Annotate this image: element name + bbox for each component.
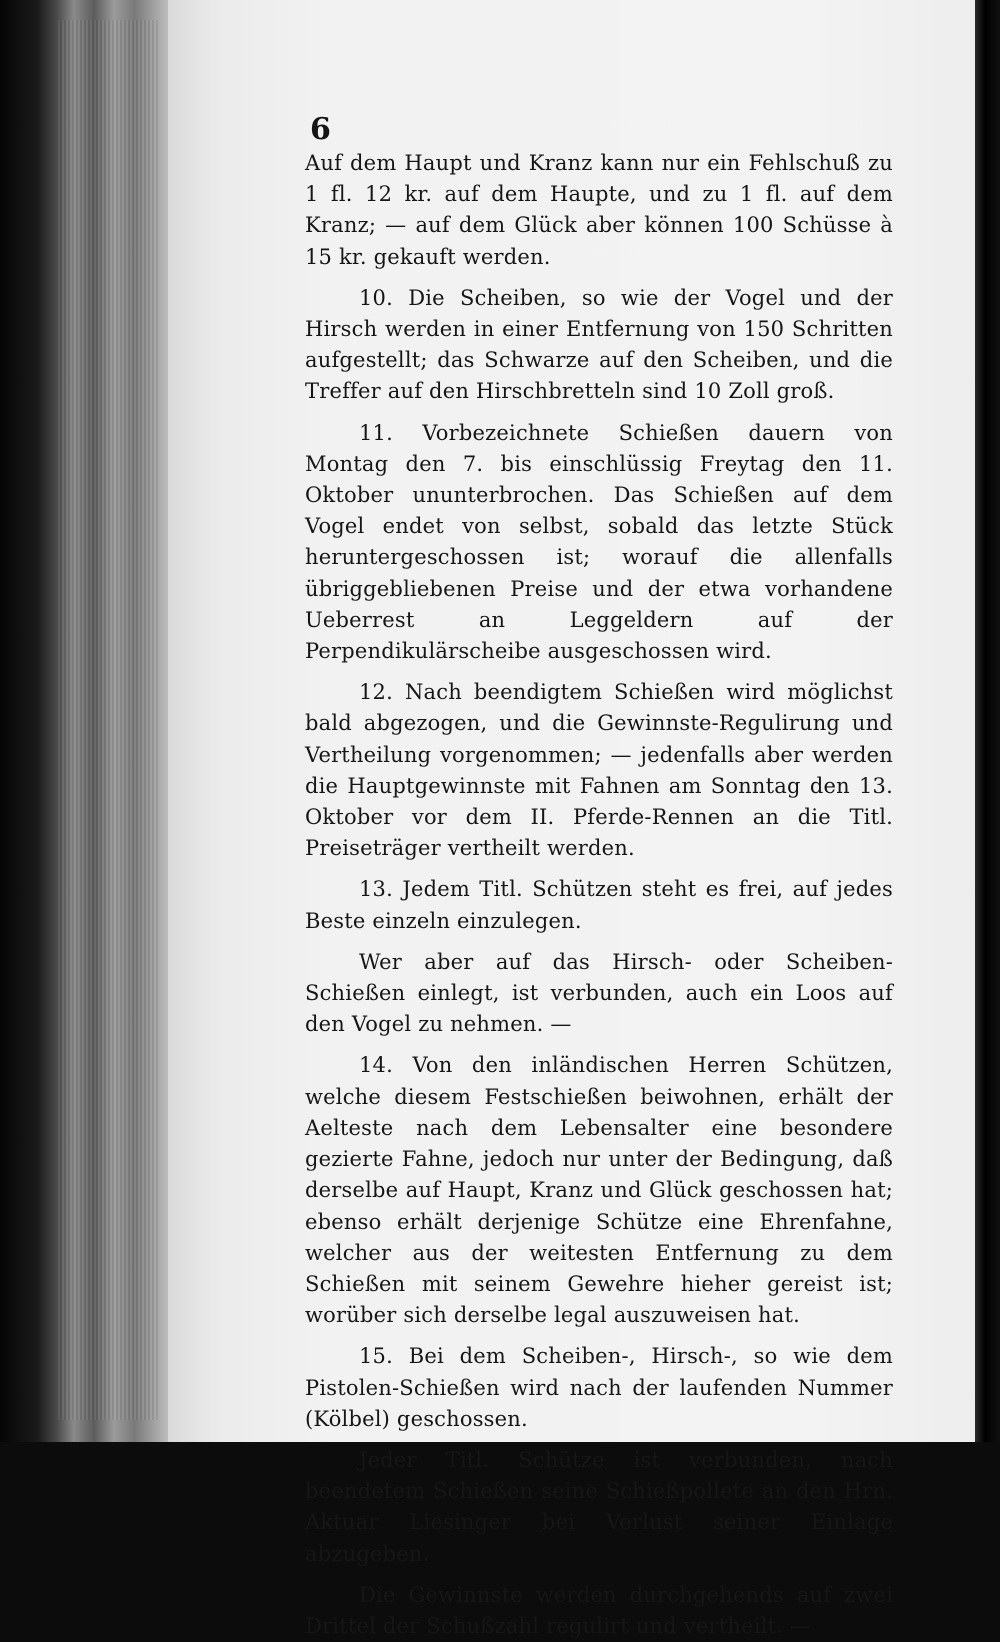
paragraph-14: 14. Von den inländischen Herren Schützen, welche diesem Festschießen beiwohnen, erhält der Aelteste nach dem Lebensalter eine besondere gezierte Fahne, jedoch nur unter der Bedingung, daß derselbe auf Haupt, Kranz und Glück geschossen hat; ebenso erhält derjenige Schütze eine Ehrenfahne, welcher aus der weitesten Entfernung zu dem Schießen mit seinem Gewehre hieher gereist ist; worüber sich derselbe legal auszuweisen hat. bbox=[305, 1053, 893, 1328]
paragraph-12: 12. Nach beendigtem Schießen wird möglichst bald abgezogen, und die Gewinnste-Regulirung und Vertheilung vorgenommen; — jedenfalls aber werden die Hauptgewinnste mit Fahnen am Sonntag den 13. Oktober vor dem II. Pferde-Rennen an die Titl. Preiseträger vertheilt werden. bbox=[305, 680, 893, 861]
book-page bbox=[168, 0, 978, 1638]
page-text bbox=[305, 148, 893, 1642]
page-number: 6 bbox=[310, 112, 331, 147]
paragraph-13: 13. Jedem Titl. Schützen steht es frei, auf jedes Beste einzeln einzulegen. bbox=[305, 877, 893, 933]
book-page-edges bbox=[0, 0, 168, 1442]
paragraph-15-note: Jeder Titl. Schütze ist verbunden, nach beendetem Schießen seine Schießpollete an den Hrn. Aktuar Liesinger bei Verlust seiner Einlage abzugeben. bbox=[305, 1447, 893, 1566]
paragraph-11: 11. Vorbezeichnete Schießen dauern von Montag den 7. bis einschlüssig Freytag den 11. Oktober ununterbrochen. Das Schießen auf dem Vogel endet von selbst, sobald das letzte Stück heruntergeschossen ist; worauf die allenfalls übriggebliebenen Preise und der etwa vorhandene Ueberrest an Leggeldern auf der Perpendikulärscheibe ausgeschossen wird. bbox=[305, 420, 893, 664]
paragraph-10: 10. Die Scheiben, so wie der Vogel und der Hirsch werden in einer Entfernung von 150 Schritten aufgestellt; das Schwarze auf den Scheiben, und die Treffer auf den Hirschbretteln sind 10 Zoll groß. bbox=[305, 285, 893, 404]
paragraph-continuation: Auf dem Haupt und Kranz kann nur ein Fehlschuß zu 1 fl. 12 kr. auf dem Haupte, und zu 1 fl. auf dem Kranz; — auf dem Glück aber können 100 Schüsse à 15 kr. gekauft werden. bbox=[305, 151, 893, 269]
book-gutter bbox=[975, 0, 1000, 1442]
paragraph-final: Die Gewinnste werden durchgehends auf zwei Drittel der Schußzahl regulirt und vertheilt. — bbox=[305, 1582, 893, 1638]
paragraph-13-note: Wer aber auf das Hirsch- oder Scheiben-Schießen einlegt, ist verbunden, auch ein Loos auf den Vogel zu nehmen. — bbox=[305, 949, 893, 1037]
paragraph-15: 15. Bei dem Scheiben-, Hirsch-, so wie dem Pistolen-Schießen wird nach der laufenden Nummer (Kölbel) geschossen. bbox=[305, 1344, 893, 1431]
